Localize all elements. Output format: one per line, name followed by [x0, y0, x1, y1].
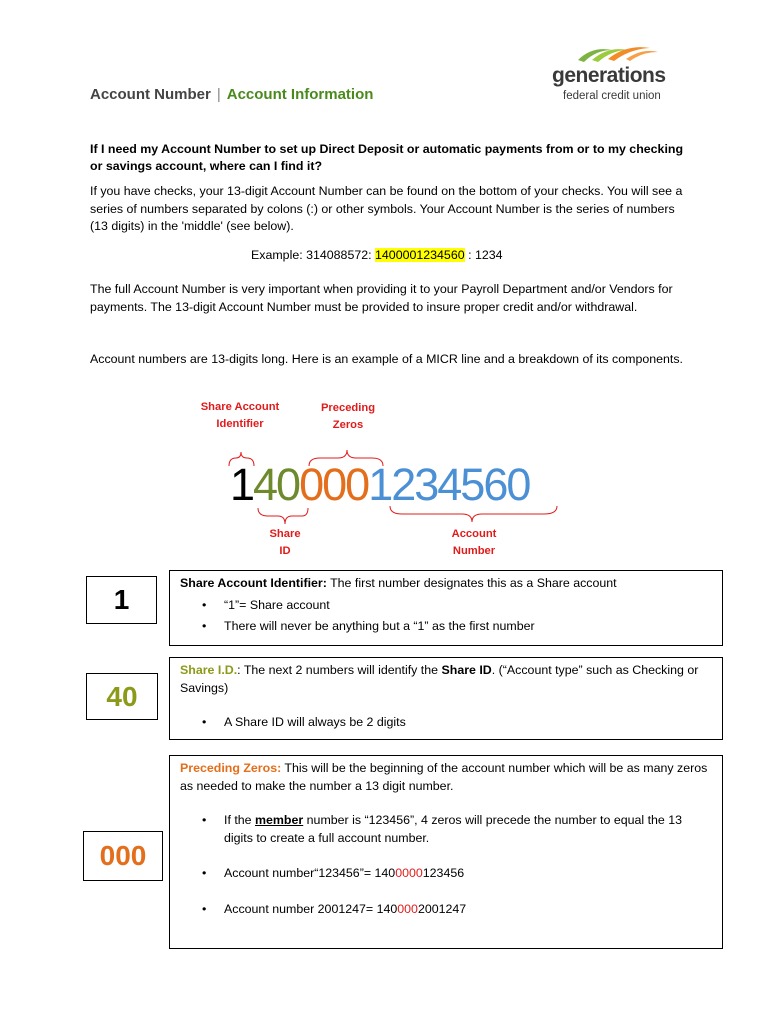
label-share-account-identifier-line1: Share Account	[200, 401, 280, 413]
label-account-number-line1: Account	[451, 528, 497, 540]
label-share-account-identifier-line2: Identifier	[216, 418, 264, 430]
micr-number	[230, 458, 529, 512]
section-2-bullet-1: • A Share ID will always be 2 digits	[180, 714, 712, 732]
page-header	[90, 86, 373, 103]
section-3-bullet-2-before: Account number“123456”= 140	[224, 866, 396, 880]
logo-name: generations	[552, 64, 666, 87]
label-share-id	[255, 526, 315, 560]
section-3-bullet-1-before: If the	[224, 813, 255, 827]
section-2-number-box	[86, 673, 158, 720]
section-3-bullet-3-after: 2001247	[417, 901, 467, 916]
section-3-text: This will be the beginning of the account number which will be as many zeros as needed to make the number a 13 digit number.	[180, 761, 708, 793]
section-3-description	[180, 760, 712, 795]
label-account-number	[434, 526, 514, 560]
section-2-bullets	[180, 714, 712, 732]
section-1-number: 1	[113, 584, 130, 615]
example-highlighted-number: 1400001234560	[375, 248, 465, 262]
section-3-number-box	[83, 831, 163, 881]
paragraph-importance: The full Account Number is very important when providing it to your Payroll Department and/or Vendors for payments. The 13-digit Account Number must be provided to insure proper credit and/or withdrawal.	[90, 282, 673, 314]
section-1-number-box	[86, 576, 157, 624]
section-3-bullet-1-after: number is “123456”, 4 zeros will precede the number to equal the 13 digits to create a full account number.	[224, 813, 683, 845]
section-3-bullet-1-member: member	[255, 813, 304, 827]
header-separator: |	[216, 86, 221, 103]
label-preceding-zeros-line2: Zeros	[332, 419, 364, 431]
paragraph-checks: If you have checks, your 13-digit Account Number can be found on the bottom of your checks. You will see a series of numbers separated by colons (:) or other symbols. Your Account Number is the series of numbers (13 digits) in the 'middle' (see below).	[90, 184, 683, 233]
section-2-bold-word: Share ID	[441, 663, 492, 677]
example-suffix: : 1234	[468, 248, 503, 262]
micr-account-digits: 1234560	[368, 459, 530, 510]
label-share-id-line1: Share	[269, 528, 301, 540]
section-3-heading: Preceding Zeros:	[180, 761, 282, 775]
label-share-account-identifier	[190, 399, 290, 433]
section-2-description	[180, 662, 712, 697]
section-1-description	[180, 575, 712, 593]
section-3-number: 000	[99, 840, 147, 871]
label-preceding-zeros	[308, 400, 388, 434]
section-3-bullet-2	[180, 865, 712, 883]
section-1-bullet-1: • “1”= Share account	[180, 597, 712, 615]
header-title-account-information: Account Information	[226, 86, 374, 103]
section-1-bullets	[180, 597, 712, 636]
section-3-bullet-1	[180, 812, 712, 847]
micr-identifier-digit: 1	[230, 459, 254, 510]
section-3-bullet-2-after: 123456	[422, 866, 465, 880]
section-3-bullets	[180, 812, 712, 918]
section-3-bullet-2-zeros: 0000	[395, 866, 423, 880]
section-1-info-box	[169, 570, 723, 646]
section-1-text: The first number designates this as a Share account	[326, 576, 617, 590]
label-preceding-zeros-line1: Preceding	[320, 402, 376, 414]
section-1-heading: Share Account Identifier:	[180, 576, 327, 590]
section-2-heading: Share I.D.	[180, 663, 238, 677]
logo-subtitle: federal credit union	[563, 90, 661, 102]
paragraph-micr: Account numbers are 13-digits long. Here is an example of a MICR line and a breakdown of its components.	[90, 352, 683, 366]
question-heading: If I need my Account Number to set up Direct Deposit or automatic payments from or to my checking or savings account, where can I find it?	[90, 142, 684, 173]
section-3-bullet-3	[180, 901, 712, 919]
section-3-bullet-3-zeros: 000	[397, 901, 418, 916]
label-account-number-line2: Number	[452, 545, 496, 557]
example-prefix: Example: 314088572:	[251, 248, 372, 262]
section-3-bullet-3-before: Account number 2001247= 140	[224, 901, 398, 916]
section-2-text-a: : The next 2 numbers will identify the	[237, 663, 442, 677]
section-1-bullet-2: • There will never be anything but a “1” as the first number	[180, 618, 712, 636]
section-2-number: 40	[106, 680, 138, 712]
section-3-info-box	[169, 755, 723, 949]
section-2-text-b: . (“Account type” such as Checking or Savings)	[180, 663, 699, 695]
micr-share-id-digits: 40	[253, 459, 300, 510]
micr-zero-digits: 000	[299, 459, 369, 510]
header-title-account-number: Account Number	[90, 86, 211, 103]
example-line	[251, 248, 503, 262]
label-share-id-line2: ID	[279, 545, 291, 557]
section-2-info-box	[169, 657, 723, 740]
